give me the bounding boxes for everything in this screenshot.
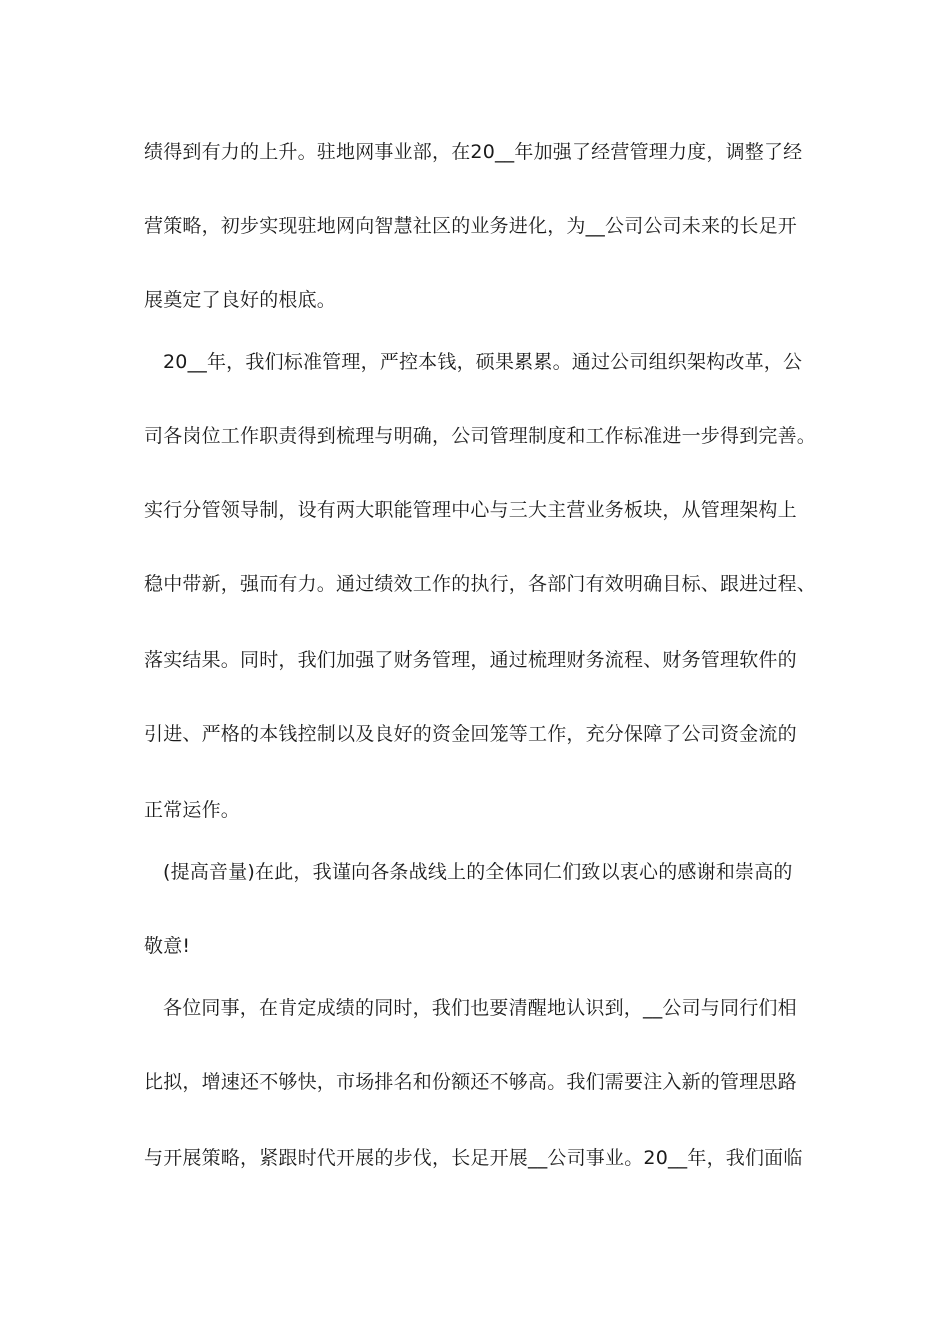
text-line: 稳中带新，强而有力。通过绩效工作的执行，各部门有效明确目标、跟进过程、 bbox=[144, 573, 817, 595]
text-line: 引进、严格的本钱控制以及良好的资金回笼等工作，充分保障了公司资金流的 bbox=[144, 723, 797, 745]
text-line: 营策略，初步实现驻地网向智慧社区的业务进化，为__公司公司未来的长足开 bbox=[144, 215, 798, 237]
paragraph-start-line: 20__年，我们标准管理，严控本钱，硕果累累。通过公司组织架构改革，公 bbox=[163, 351, 803, 373]
text-line: 敬意! bbox=[144, 935, 191, 957]
text-line: 绩得到有力的上升。驻地网事业部，在20__年加强了经营管理力度，调整了经 bbox=[144, 141, 803, 163]
text-line: 司各岗位工作职责得到梳理与明确，公司管理制度和工作标准进一步得到完善。 bbox=[144, 425, 817, 447]
text-line: 正常运作。 bbox=[144, 799, 241, 821]
text-line: 落实结果。同时，我们加强了财务管理，通过梳理财务流程、财务管理软件的 bbox=[144, 649, 797, 671]
paragraph-start-line: (提高音量)在此，我谨向各条战线上的全体同仁们致以衷心的感谢和崇高的 bbox=[163, 861, 793, 883]
paragraph-start-line: 各位同事，在肯定成绩的同时，我们也要清醒地认识到，__公司与同行们相 bbox=[163, 997, 797, 1019]
text-line: 展奠定了良好的根底。 bbox=[144, 289, 337, 311]
text-line: 实行分管领导制，设有两大职能管理中心与三大主营业务板块，从管理架构上 bbox=[144, 499, 797, 521]
text-line: 比拟，增速还不够快，市场排名和份额还不够高。我们需要注入新的管理思路 bbox=[144, 1071, 797, 1093]
text-line: 与开展策略，紧跟时代开展的步伐，长足开展__公司事业。20__年，我们面临 bbox=[144, 1147, 803, 1169]
